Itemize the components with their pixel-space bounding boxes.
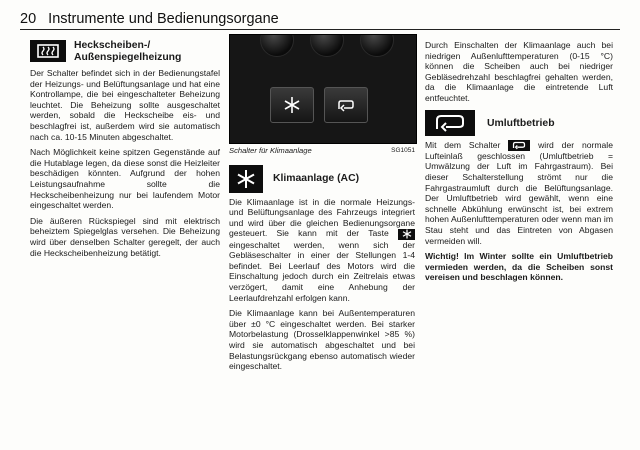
snowflake-icon (229, 165, 263, 193)
photo-code: SG1051 (391, 147, 415, 154)
section-heading-rear-heater (30, 40, 220, 64)
section-title: Umluftbetrieb (487, 117, 555, 129)
paragraph: Die Klimaanlage kann bei Außentemperaturen über ±0 °C eingeschaltet werden. Bei starker Motorbelastung (Drosselklappenwinkel >85 %) wird sie automatisch abgeschaltet und bei Belastungsrückgang ebenso automatisch wieder eingeschaltet. (229, 308, 415, 372)
ac-switch-photo (229, 34, 417, 144)
photo-caption (229, 146, 415, 157)
photo-recirculation-button (324, 87, 368, 123)
section-heading-recirculation (425, 110, 613, 136)
column-air-conditioning (229, 34, 415, 377)
column-recirculation (425, 40, 613, 288)
paragraph-text: eingeschaltet werden, wenn sich der Gebläseschalter in einer der Stellungen 1-4 befindet. Bei Leerlauf des Motors wird die Einschaltung jedoch durch ein Zeitrelais etwas verzögert, damit eine Anhebung der Leerlaufdrehzahl erfolgen kann. (229, 239, 415, 303)
snowflake-icon (398, 229, 415, 240)
paragraph: Nach Möglichkeit keine spitzen Gegenstände auf die Hutablage legen, da diese sonst die Heizleiter beschädigen könnten. Aufgrund der hohen Leistungsaufnahme sollte die Heckscheibenheizung nur bei laufendem Motor eingeschaltet werden. (30, 147, 220, 211)
paragraph-text: Mit dem Schalter (425, 139, 501, 150)
photo-ac-button (270, 87, 314, 123)
section-title: Klimaanlage (AC) (273, 172, 360, 184)
paragraph-text: wird der normale Lufteinlaß geschlossen (Umluftbetrieb = Umwälzung der Luft im Fahrgastraum). Bei dieser Schalterstellung strömt nur die Fahrgastraumluft durch die Belüftungsanlage. Der Umluftbetrieb wird gewählt, wenn eine schnelle Abkühlung erwünscht ist, bei extrem hohen Außenlufttemperaturen oder wenn man im Stau steht und das Eintreten von Abgasen vermeiden will. (425, 139, 613, 246)
page-number: 20 (20, 11, 37, 27)
dial-knob (310, 34, 344, 57)
recirculation-icon (508, 140, 530, 151)
rear-window-heater-icon (30, 40, 66, 62)
section-heading-ac (229, 165, 415, 193)
section-title-line2: Außenspiegelheizung (74, 52, 182, 63)
chapter-title: Instrumente und Bedienungsorgane (48, 11, 279, 27)
page-header (20, 10, 620, 30)
warning-text: Wichtig! Im Winter sollte ein Umluftbetrieb vermieden werden, da die Scheiben sonst vereisen und beschlagen können. (425, 251, 613, 283)
paragraph: Der Schalter befindet sich in der Bedienungstafel der Heizungs- und Belüftungsanlage und hat eine Kontrollampe, die bei eingeschalteter Beheizung leuchtet. Die Beheizung sollte ausgeschaltet werden, sobald die Heckscheibe eis- und beschlagfrei ist, außerdem wird sie automatisch nach ca. 10-15 Minuten abgeschaltet. (30, 68, 220, 142)
paragraph: Durch Einschalten der Klimaanlage auch bei niedrigen Außenlufttemperaturen (0-15 °C) können die Scheiben auch bei niedriger Gebläsedrehzahl beschlagfrei gehalten werden, da die Klimaanlage die eintretende Luft entfeuchtet. (425, 40, 613, 103)
column-rear-heater (30, 40, 220, 263)
dial-knob (260, 34, 294, 57)
paragraph: Die äußeren Rückspiegel sind mit elektrisch beheiztem Spiegelglas versehen. Die Beheizung wird über denselben Schalter geregelt, der auch die Heckscheibenheizung betätigt. (30, 215, 220, 258)
paragraph-text: Die Klimaanlage ist in die normale Heizungs- und Belüftungsanlage des Fahrzeugs integriert und wird über die gleichen Bedienungsorgane gesteuert. Sie kann mit der Taste (229, 196, 415, 239)
section-title-line1: Heckscheiben-/ (74, 40, 151, 51)
caption-text: Schalter für Klimaanlage (229, 146, 312, 155)
dial-knob (360, 34, 394, 57)
recirculation-icon (425, 110, 475, 136)
